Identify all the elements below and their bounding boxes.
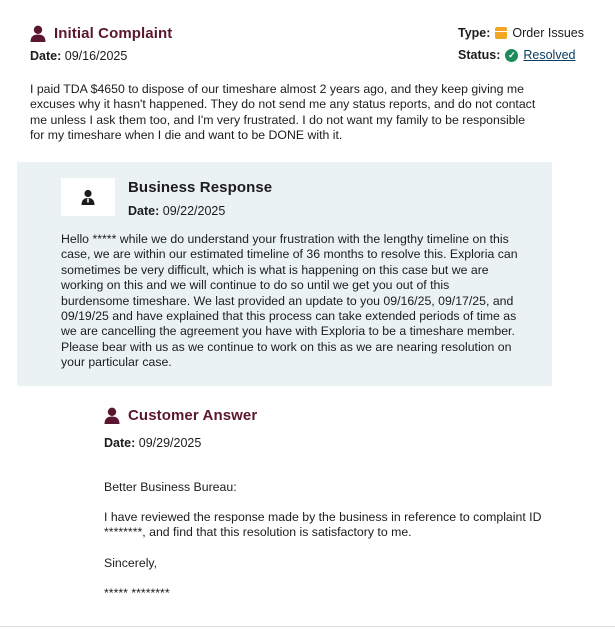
customer-answer-title: Customer Answer (128, 406, 258, 424)
initial-complaint-title: Initial Complaint (54, 24, 173, 42)
business-logo (61, 178, 115, 216)
date-value: 09/29/2025 (138, 436, 202, 450)
business-response-title: Business Response (128, 179, 273, 196)
customer-answer-header (104, 405, 257, 425)
date-label: Date: (128, 204, 160, 218)
date-label: Date: (30, 49, 62, 63)
business-response-text: Hello ***** while we do understand your frustration with the lengthy timeline on this case, we are within our estimated timeline of 36 months to resolve this. Exploria can sometimes be very difficult, which is what is happening on this case but we are working on this and we will continue to do so until we get you out of this burdensome timeshare. We last provided an update to you 09/16/25, 09/17/25, and 09/19/25 and have explained that this process can take extended periods of time as we are cancelling the agreement you have with Exploria to be a timeshare member. Please bear with us as we continue to work on this as we are nearing resolution on your particular case. (61, 232, 518, 370)
check-circle-icon: ✓ (505, 49, 518, 62)
initial-complaint-header (30, 23, 172, 43)
customer-answer-body: I have reviewed the response made by the business in reference to complaint ID ********, and find that this resolution is satisfactory to me. (104, 510, 542, 540)
type-label: Type: (458, 26, 491, 40)
date-value: 09/22/2025 (162, 204, 226, 218)
customer-answer-date (104, 436, 201, 450)
business-response-date (128, 204, 225, 218)
user-icon (104, 407, 120, 424)
complaint-text: I paid TDA $4650 to dispose of our timeshare almost 2 years ago, and they keep giving me excuses why it hasn't happened. They do not send me any status reports, and do not contact me unless I ask them too, and I'm very frustrated. I do not want my family to be responsible for my timeshare when I die and want to be DONE with it. (30, 82, 536, 143)
status-resolved-link[interactable]: Resolved (523, 48, 576, 62)
business-person-icon (81, 189, 95, 205)
status-label: Status: (458, 48, 501, 62)
briefcase-icon (495, 27, 507, 39)
complaint-status (458, 48, 576, 62)
date-label: Date: (104, 436, 136, 450)
complaint-type (458, 26, 584, 40)
customer-answer-signature: ***** ******** (104, 586, 170, 600)
date-value: 09/16/2025 (64, 49, 128, 63)
divider (0, 626, 615, 627)
customer-answer-closing: Sincerely, (104, 556, 158, 570)
user-icon (30, 25, 46, 42)
type-value: Order Issues (512, 26, 584, 40)
initial-complaint-date (30, 49, 127, 63)
customer-answer-greeting: Better Business Bureau: (104, 480, 237, 494)
